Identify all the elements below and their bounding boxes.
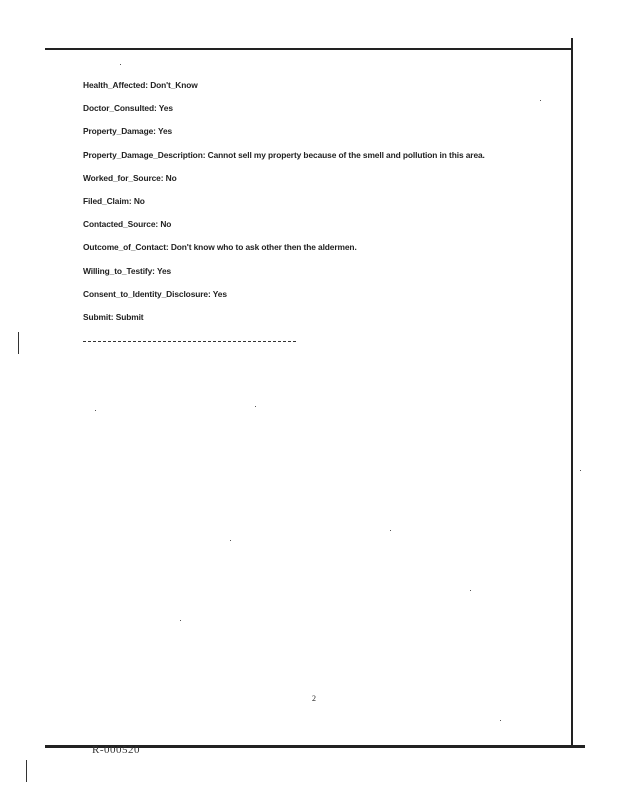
form-response-fields [83, 80, 563, 335]
bates-number: R-000520 [92, 744, 140, 756]
field-worked-for-source [83, 173, 563, 183]
field-value: Yes [212, 288, 227, 299]
field-value: Yes [157, 126, 173, 137]
scan-speck [120, 64, 121, 65]
field-value: Don't_Know [150, 80, 198, 90]
field-label: Filed_Claim: [83, 195, 132, 206]
scan-speck [580, 470, 581, 471]
field-contacted-source [83, 219, 563, 229]
scan-artifact-mark [18, 332, 19, 354]
page-number: 2 [312, 694, 316, 703]
field-value: Cannot sell my property because of the smell and pollution in this area. [207, 149, 485, 160]
field-value: Yes [158, 103, 173, 114]
field-label: Outcome_of_Contact: [83, 242, 169, 253]
scan-speck [255, 406, 256, 407]
right-border-rule [571, 38, 573, 748]
field-willing-to-testify [83, 266, 563, 276]
field-label: Doctor_Consulted: [83, 103, 157, 114]
field-label: Property_Damage: [83, 126, 156, 137]
field-value: No [160, 219, 172, 230]
section-end-rule [83, 341, 296, 343]
field-filed-claim [83, 196, 563, 206]
field-doctor-consulted [83, 103, 563, 113]
field-outcome-of-contact [83, 242, 563, 252]
top-border-rule [45, 48, 572, 50]
field-consent-to-identity-disclosure [83, 289, 563, 299]
field-label: Contacted_Source: [83, 219, 159, 230]
field-label: Health_Affected: [83, 80, 148, 90]
scan-speck [180, 620, 181, 621]
field-property-damage [83, 126, 563, 136]
field-label: Willing_to_Testify: [83, 265, 155, 276]
scan-speck [230, 540, 231, 541]
field-value: Submit [115, 311, 144, 322]
field-label: Worked_for_Source: [83, 172, 164, 183]
scan-artifact-mark [26, 760, 27, 782]
field-label: Submit: [83, 311, 114, 322]
field-health-affected [83, 80, 563, 90]
scan-speck [95, 410, 96, 411]
field-value: Don't know who to ask other then the aldermen. [170, 242, 357, 253]
field-value: No [133, 195, 145, 206]
field-label: Property_Damage_Description: [83, 149, 206, 160]
scan-speck [540, 100, 541, 101]
field-submit [83, 312, 563, 322]
field-property-damage-description [83, 150, 563, 160]
field-value: No [165, 172, 177, 183]
scan-speck [500, 720, 501, 721]
scan-speck [390, 530, 391, 531]
scan-speck [470, 590, 471, 591]
field-label: Consent_to_Identity_Disclosure: [83, 288, 211, 299]
field-value: Yes [156, 265, 172, 276]
